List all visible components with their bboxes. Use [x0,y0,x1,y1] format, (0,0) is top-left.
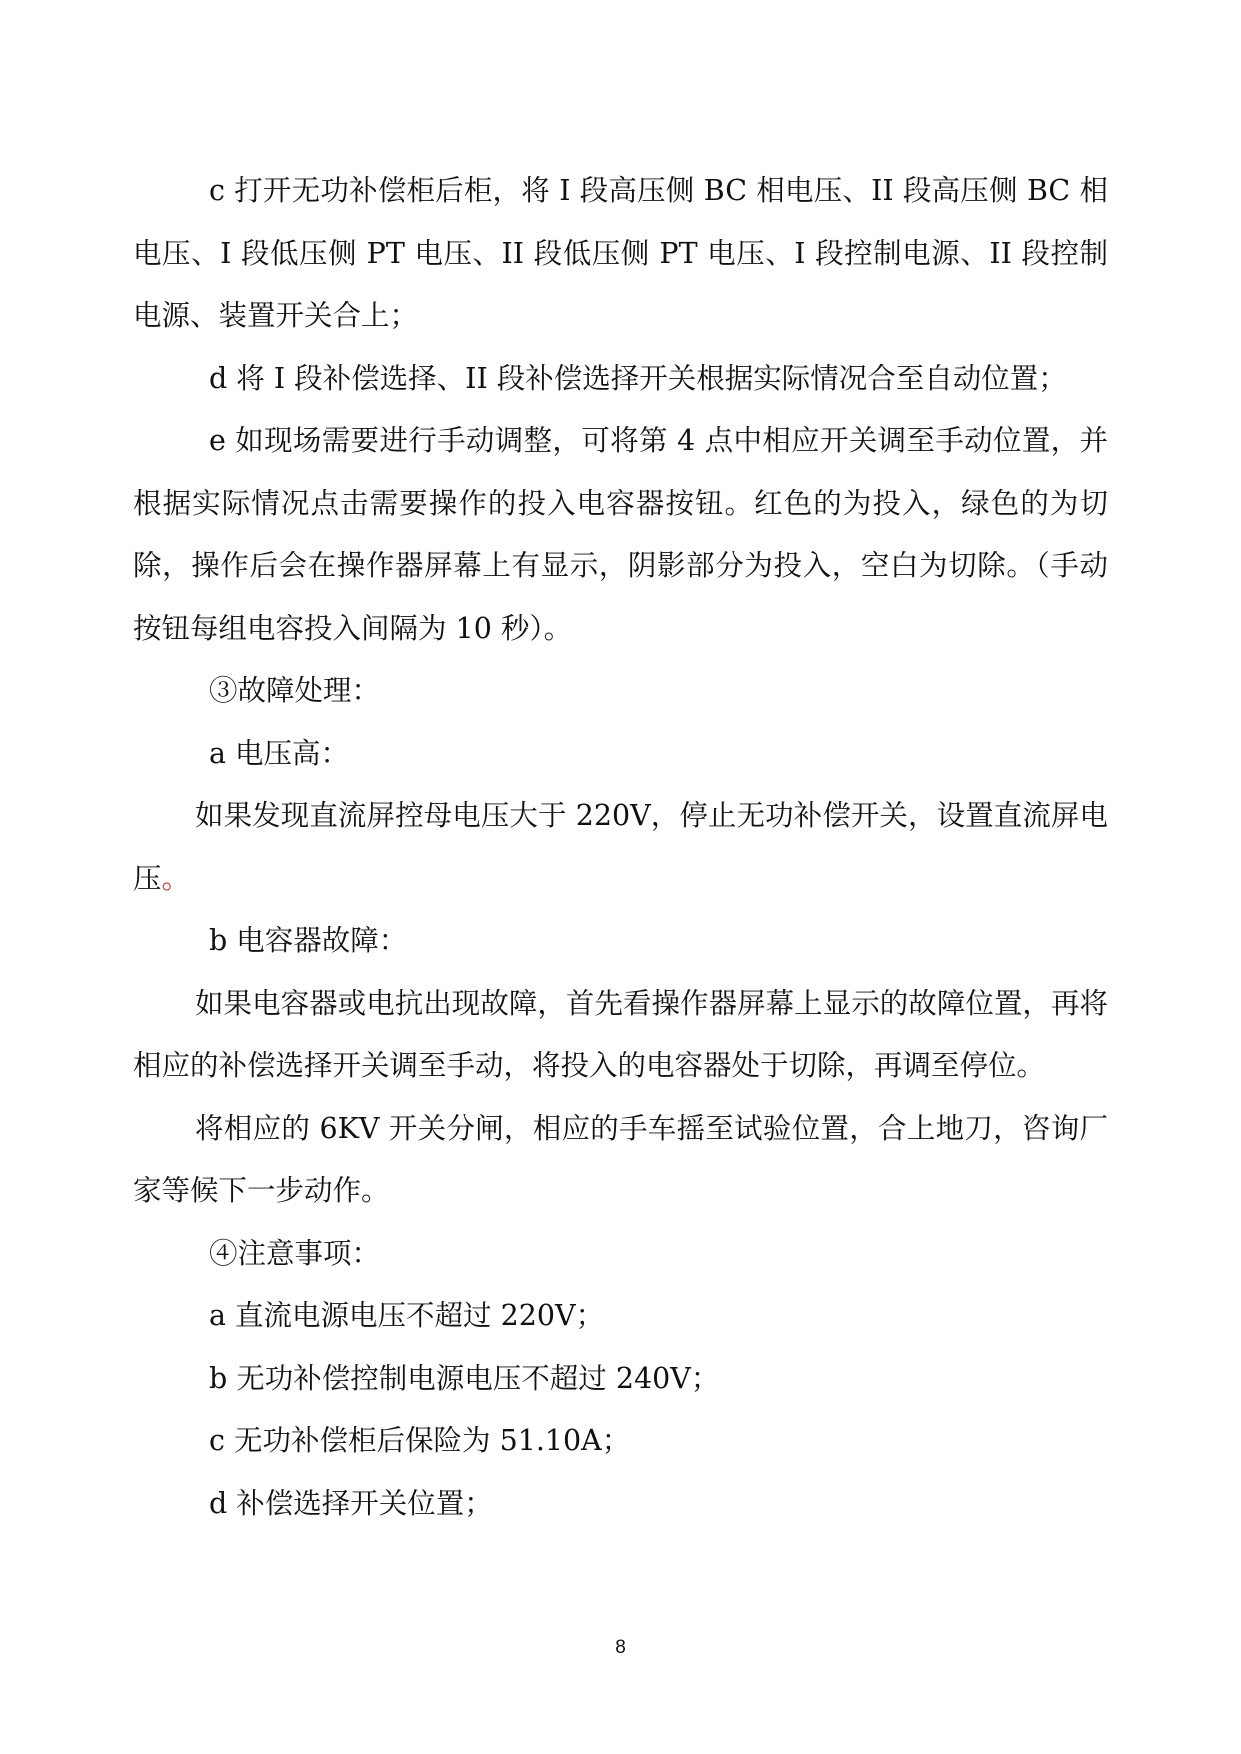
paragraph-d-compensation-select: d 将 I 段补偿选择、II 段补偿选择开关根据实际情况合至自动位置； [209,361,1067,395]
paragraph-high-voltage [133,785,1108,910]
subheading-capacitor-fault: b 电容器故障： [209,924,408,957]
section-heading-notes: ④注意事项： [209,1236,381,1270]
paragraph-e-manual-adjust: e 如现场需要进行手动调整，可将第 4 点中相应开关调至手动位置，并根据实际情况点击需要操作的投入电容器按钮。红色的为投入，绿色的为切除，操作后会在操作器屏幕上有显示，阴影部分为投入，空白为切除。（手动按钮每组电容投入间隔为 10 秒）。 [133,424,1108,645]
section-heading-fault-handling: ③故障处理： [209,674,381,707]
note-switch-position: d 补偿选择开关位置； [209,1486,493,1520]
paragraph-6kv-switch: 将相应的 6KV 开关分闸，相应的手车摇至试验位置，合上地刀，咨询厂家等候下一步动作。 [133,1111,1108,1207]
note-fuse-rating: c 无功补偿柜后保险为 51.10A； [209,1424,631,1457]
red-period-mark: 。 [161,861,191,895]
note-control-voltage: b 无功补偿控制电源电压不超过 240V； [209,1361,720,1395]
paragraph-high-voltage-text: 如果发现直流屏控母电压大于 220V，停止无功补偿开关，设置直流屏电压 [133,799,1108,895]
page-number: 8 [615,1637,626,1658]
subheading-high-voltage: a 电压高： [209,736,350,770]
paragraph-c-open-cabinet: c 打开无功补偿柜后柜，将 I 段高压侧 BC 相电压、II 段高压侧 BC 相电压、I 段低压侧 PT 电压、II 段低压侧 PT 电压、I 段控制电源、II 段控制电源、装置开关合上； [133,174,1108,332]
body-text [133,160,1108,1535]
note-dc-voltage: a 直流电源电压不超过 220V； [209,1299,605,1332]
paragraph-capacitor-fault: 如果电容器或电抗出现故障，首先看操作器屏幕上显示的故障位置，再将相应的补偿选择开关调至手动，将投入的电容器处于切除，再调至停位。 [133,986,1108,1082]
